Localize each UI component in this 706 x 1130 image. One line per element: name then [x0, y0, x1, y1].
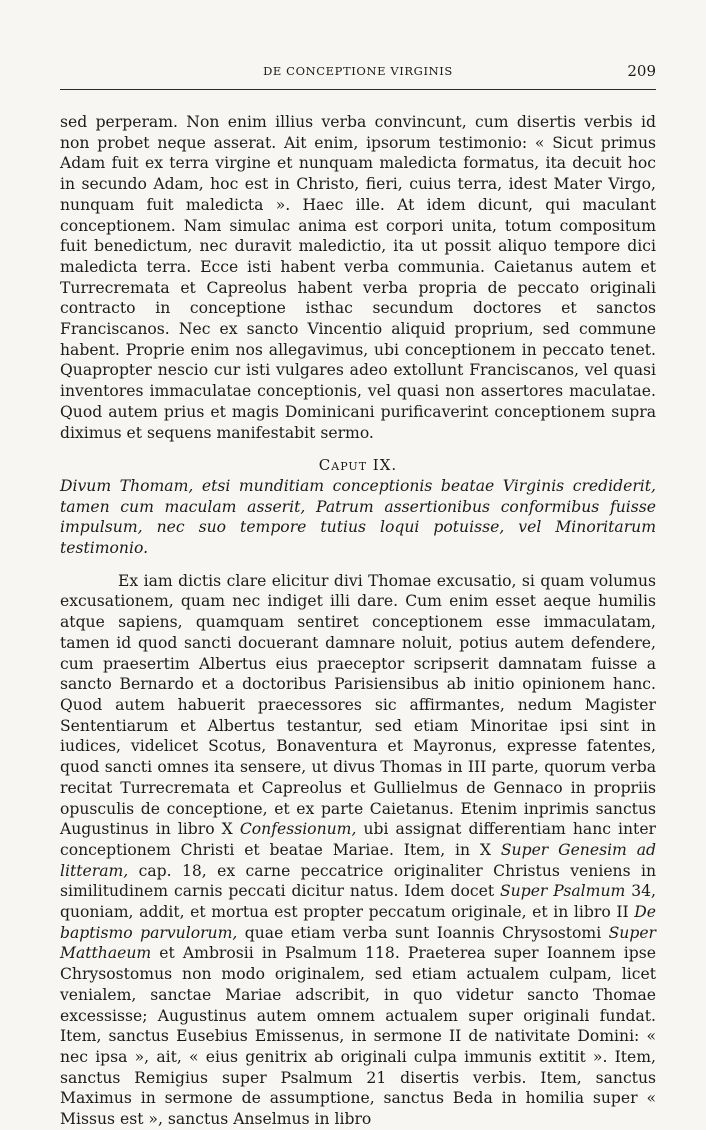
text-run: ubi assignat differentiam hanc inter conceptionem Christi et beatae Mariae. Item, in X: [60, 820, 657, 859]
spacer: [60, 559, 656, 571]
running-title: DE CONCEPTIONE VIRGINIS: [263, 64, 453, 78]
text-run: 34, quoniam, addit, et mortua est propter peccatum originale, et in libro II: [60, 882, 656, 922]
work-title: Super Psalmum: [500, 882, 626, 901]
work-title: Super Genesim ad litteram,: [60, 840, 656, 880]
work-title: De baptismo parvulorum,: [60, 903, 656, 942]
paragraph: [60, 571, 656, 1130]
page-number: 209: [627, 62, 656, 80]
main-text: [60, 112, 656, 1130]
chapter-summary: Divum Thomam, etsi munditiam conceptionis beatae Virginis crediderit, tamen cum maculam asserit, Patrum assertionibus conformibus fuisse impulsum, nec suo tempore tutius loqui potuisse, vel Minoritarum testimonio.: [60, 476, 656, 558]
text-run: et Ambrosii in Psalmum 118. Praeterea super Ioannem ipse Chrysostomus non modo originalem, sed etiam actualem culpam, licet venialem, sanctae Mariae adscribit, in quo videtur sancto Thomae excessisse; Augustinus autem omnem actualem super originali fundat. Item, sanctus Eusebius Emissenus, in sermone II de nativitate Domini: « nec ipsa », ait, « eius genitrix ab originali culpa immunis extitit ». Item, sanctus Remigius super Psalmum 21 disertis verbis. Item, sanctus Maximus in sermone de assumptione, sanctus Beda in homilia super « Missus est », sanctus Anselmus in libro: [60, 944, 656, 1129]
paragraph: sed perperam. Non enim illius verba convincunt, cum disertis verbis id non probet neque asserat. Ait enim, ipsorum testimonio: « Sicut primus Adam fuit ex terra virgine et nunquam maledicta formatus, ita decuit hoc in secundo Adam, hoc est in Christo, fieri, cuius terra, idest Mater Virgo, nunquam fuit maledicta ». Haec ille. At idem dicunt, qui maculant conceptionem. Nam simulac anima est corpori unita, totum compositum fuit benedictum, nec duravit maledictio, ita ut possit aliquo tempore dici maledicta terra. Ecce isti habent verba communia. Caietanus autem et Turrecremata et Capreolus habent verba propria de peccato originali contracto in conceptione isthac secundum doctores et sanctos Franciscanos. Nec ex sancto Vincentio aliquid proprium, sed commune habent. Proprie enim nos allegavimus, ubi conceptionem in peccato tenet. Quapropter nescio cur isti vulgares adeo extollunt Franciscanos, vel quasi inventores immaculatae conceptionis, vel quasi non assertores maculatae. Quod autem prius et magis Dominicani purificaverint conceptionem supra diximus et sequens manifestabit sermo.: [60, 113, 656, 442]
text-run: Ex iam dictis clare elicitur divi Thomae excusatio, si quam volumus excusationem, quam nec indiget illi dare. Cum enim esset aeque humilis atque sapiens, quamquam sentiret conceptionem esse immaculatam, tamen id quod sancti docuerant damnare noluit, potius autem defendere, cum praesertim Albertus eius praeceptor scripserit damnatam fuisse a sancto Bernardo et a doctoribus Parisiensibus ab initio opinionem hanc. Quod autem habuerit praecessores sic affirmantes, nedum Magister Sententiarum et Albertus testantur, sed etiam Minoritae ipsi sint in iudices, videlicet Scotus, Bonaventura et Mayronus, expresse fatentes, quod sancti omnes ita sensere, ut divus Thomas in III parte, quorum verba recitat Turrecremata et Capreolus et Gullielmus de Gennaco in propriis opusculis de conceptione, et ex parte Caietanus. Etenim inprimis sanctus Augustinus in libro X: [60, 571, 656, 839]
work-title: Super Matthaeum: [60, 923, 657, 963]
chapter-title: Caput IX.: [318, 456, 398, 475]
page-header: [60, 64, 656, 84]
header-rule: [60, 89, 656, 90]
text-run: quae etiam verba sunt Ioannis Chrysostomi: [237, 923, 609, 942]
work-title: Confessionum,: [239, 820, 357, 839]
text-run: cap. 18, ex carne peccatrice originaliter Christus veniens in similitudinem carnis peccati dicitur natus. Idem docet: [60, 861, 656, 901]
